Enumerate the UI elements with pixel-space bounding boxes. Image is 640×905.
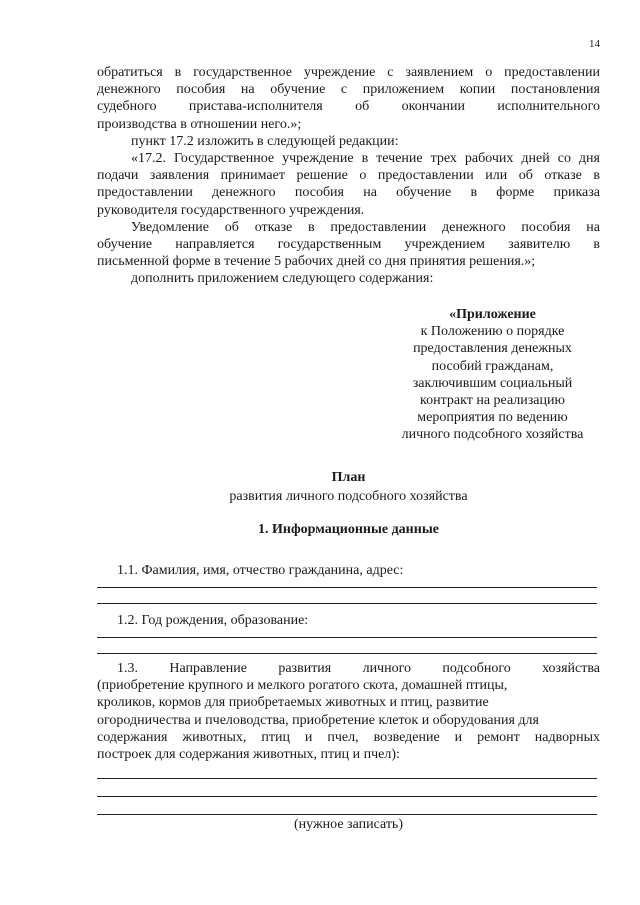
appendix-line: к Положению о порядке [420, 324, 565, 340]
text-line: денежного пособия на обучение с приложением копии постановления [97, 82, 600, 98]
text-line: «17.2. Государственное учреждение в течение трех рабочих дней со дня [131, 151, 600, 167]
underline-caption: (нужное записать) [294, 817, 403, 832]
fill-line[interactable] [97, 814, 597, 815]
text-line: (приобретение крупного и мелкого рогатого скота, домашней птицы, [97, 678, 508, 694]
text-line: руководителя государственного учреждения. [97, 202, 365, 218]
appendix-line: контракт на реализацию [420, 393, 565, 409]
appendix-title: «Приложение [449, 307, 536, 322]
fill-line[interactable] [97, 653, 597, 654]
text-line: судебного пристава-исполнителя об окончании исполнительного [97, 99, 600, 115]
section-heading: 1. Информационные данные [258, 522, 439, 537]
field-label-direction [97, 660, 600, 763]
appendix-heading-block [380, 306, 605, 444]
text-line: производства в отношении него.»; [97, 116, 302, 132]
appendix-line: заключившим социальный [412, 375, 573, 391]
plan-subtitle: развития личного подсобного хозяйства [229, 489, 468, 504]
text-line: предоставлении денежного пособия на обучение в форме приказа [97, 185, 600, 201]
appendix-line: мероприятия по ведению [417, 410, 568, 426]
body-text [97, 64, 600, 288]
fill-line[interactable] [97, 796, 597, 797]
text-line: пункт 17.2 изложить в следующей редакции: [131, 133, 399, 149]
text-line: обратиться в государственное учреждение с заявлением о предоставлении [97, 65, 600, 80]
text-line: построек для содержания животных, птиц и пчел): [97, 747, 400, 763]
appendix-line: личного подсобного хозяйства [401, 427, 584, 443]
fill-line[interactable] [97, 778, 597, 779]
fill-line[interactable] [97, 603, 597, 604]
plan-title: План [331, 470, 366, 485]
fill-line[interactable] [97, 587, 597, 588]
field-label-birth-education: 1.2. Год рождения, образование: [117, 613, 309, 628]
page-number: 14 [589, 38, 600, 50]
text-line: огородничества и пчеловодства, приобретение клеток и оборудования для [97, 712, 539, 728]
text-line: подачи заявления принимает решение о предоставлении или об отказе в [97, 168, 600, 184]
text-line: кроликов, кормов для приобретаемых животных и птиц, развитие [97, 695, 489, 711]
text-line: Уведомление об отказе в предоставлении денежного пособия на [131, 219, 600, 235]
appendix-line: пособий гражданам, [431, 358, 554, 374]
appendix-line: предоставления денежных [413, 341, 572, 357]
text-line: дополнить приложением следующего содержания: [131, 271, 434, 287]
text-line: письменной форме в течение 5 рабочих дней со дня принятия решения.»; [97, 254, 536, 270]
text-line: содержания животных, птиц и пчел, возведение и ремонт надворных [97, 729, 600, 745]
fill-line[interactable] [97, 637, 597, 638]
text-line: обучение направляется государственным учреждением заявителю в [97, 237, 600, 253]
field-label-name-address: 1.1. Фамилия, имя, отчество гражданина, адрес: [117, 563, 404, 578]
text-line: 1.3. Направление развития личного подсобного хозяйства [117, 661, 600, 676]
